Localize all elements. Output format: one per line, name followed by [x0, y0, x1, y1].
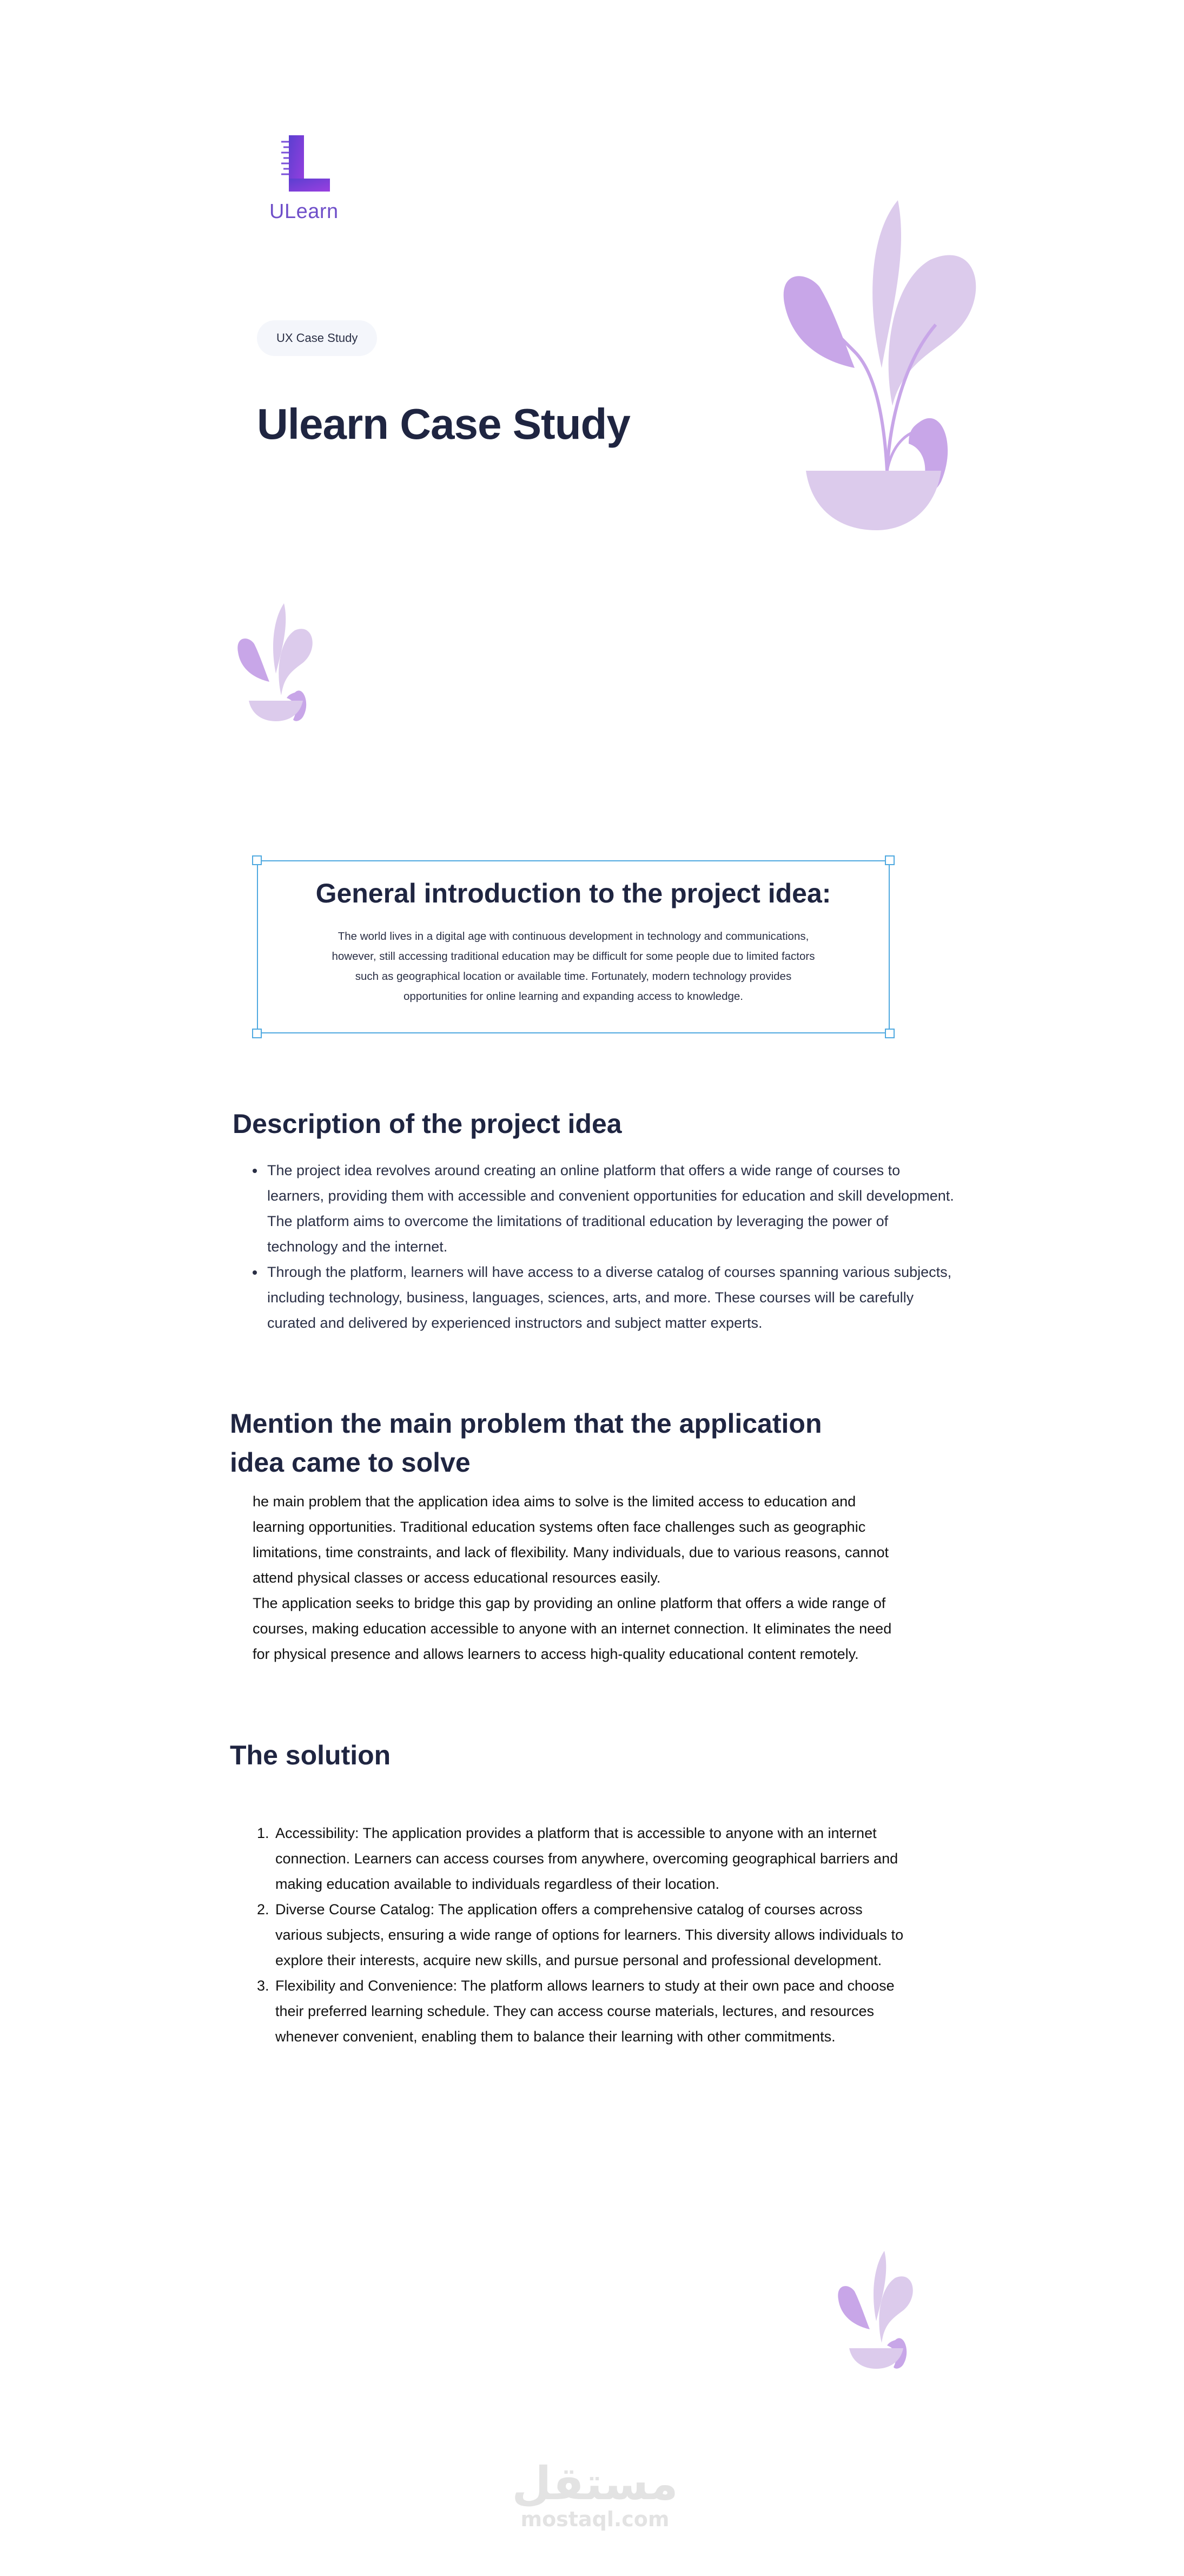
case-study-tag: UX Case Study [257, 320, 377, 356]
intro-selection-box[interactable] [257, 860, 890, 1033]
list-item: 1. Accessibility: The application provides a platform that is accessible to anyone with an internet connection. Learners can access courses from anywhere, overcoming geographical barriers and making education available to individuals regardless of their location. [273, 1821, 909, 1897]
plant-icon [773, 189, 984, 536]
plant-icon [233, 598, 314, 722]
resize-handle-top-left[interactable] [252, 855, 262, 865]
watermark-arabic: مستقل [512, 2457, 678, 2510]
watermark [487, 2459, 703, 2531]
intro-text: The world lives in a digital age with continuous development in technology and communications, however, still accessing traditional education may be difficult for some people due to limited factors such as geographical location or available time. Fortunately, modern technology provides opportunities for online learning and expanding access to knowledge. [332, 930, 815, 1003]
description-title: Description of the project idea [233, 1109, 622, 1139]
watermark-latin: mostaql.com [520, 2507, 670, 2531]
plant-icon [830, 2245, 917, 2370]
solution-list [233, 1821, 909, 2050]
problem-paragraph: The application seeks to bridge this gap by providing an online platform that offers a wide range of courses, making education accessible to anyone with an internet connection. It eliminates the need for physical presence and allows learners to access high-quality educational content remotely. [253, 1595, 892, 1662]
list-item: 3. Flexibility and Convenience: The platform allows learners to study at their own pace and choose their preferred learning schedule. They can access course materials, lectures, and resources whenever convenient, enabling them to balance their learning with other commitments. [273, 1973, 909, 2050]
logo-name: ULearn [269, 200, 339, 223]
problem-paragraph: he main problem that the application idea aims to solve is the limited access to education and learning opportunities. Traditional education systems often face challenges such as geographic limitations, time constraints, and lack of flexibility. Many individuals, due to various reasons, cannot attend physical classes or access educational resources easily. [253, 1493, 889, 1586]
list-item: 2. Diverse Course Catalog: The application offers a comprehensive catalog of courses across various subjects, ensuring a wide range of options for learners. This diversity allows individuals to explore their interests, acquire new skills, and pursue personal and professional development. [273, 1897, 909, 1973]
intro-title: General introduction to the project idea: [315, 878, 831, 908]
list-item: • Through the platform, learners will have access to a diverse catalog of courses spanning various subjects, including technology, business, languages, sciences, arts, and more. These courses will be carefully curated and delivered by experienced instructors and subject matter experts. [265, 1260, 957, 1336]
resize-handle-top-right[interactable] [885, 855, 895, 865]
page-title: Ulearn Case Study [257, 400, 630, 448]
list-item: • The project idea revolves around creating an online platform that offers a wide range of courses to learners, providing them with accessible and convenient opportunities for education and skill development. The platform aims to overcome the limitations of traditional education by leveraging the power of technology and the internet. [265, 1158, 957, 1260]
problem-text [253, 1489, 902, 1667]
solution-title: The solution [230, 1740, 391, 1770]
description-list [233, 1158, 957, 1336]
problem-title: Mention the main problem that the application idea came to solve [230, 1408, 822, 1478]
resize-handle-bottom-left[interactable] [252, 1029, 262, 1038]
resize-handle-bottom-right[interactable] [885, 1029, 895, 1038]
